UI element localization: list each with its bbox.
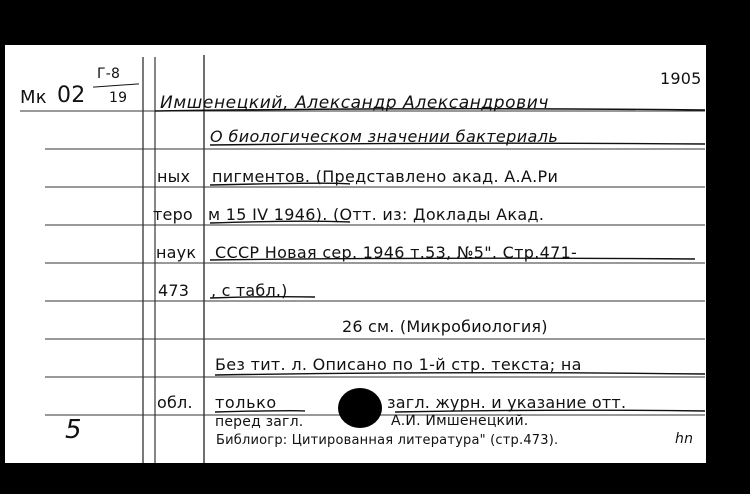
year: 1905	[660, 69, 702, 88]
margin-note: 473	[158, 281, 190, 300]
description-line: 26 см. (Микробиология)	[342, 317, 548, 336]
description-line: О биологическом значении бактериаль	[210, 127, 559, 146]
call-number-fraction-bottom: 19	[109, 90, 128, 106]
description-line: загл. журн. и указание отт.	[387, 393, 627, 412]
before-title-note: перед загл.	[215, 414, 304, 430]
call-number-fraction-top: Г-8	[97, 66, 121, 82]
margin-note: теро	[153, 205, 193, 224]
bottom-number: 5	[65, 415, 82, 445]
end-mark: hn	[675, 431, 694, 447]
description-line: Без тит. л. Описано по 1-й стр. текста; на	[215, 355, 582, 374]
margin-note: ных	[157, 167, 191, 186]
catalog-card	[5, 45, 706, 463]
call-number-prefix: Мк	[20, 87, 47, 108]
margin-note: обл.	[157, 393, 193, 412]
description-line: пигментов. (Представлено акад. А.А.Ри	[212, 167, 559, 186]
ink-blot	[338, 388, 382, 428]
call-number-number: 02	[57, 83, 86, 108]
description-line: СССР Новая сер. 1946 т.53, №5". Стр.471-	[215, 243, 578, 262]
author-heading: Имшенецкий, Александр Александрович	[160, 93, 550, 113]
description-line: только	[215, 393, 277, 412]
description-line: м 15 IV 1946). (Отт. из: Доклады Акад.	[208, 205, 545, 224]
description-line: , с табл.)	[211, 281, 288, 300]
bibliography-note: Библиогр: Цитированная литература" (стр.473).	[216, 433, 559, 448]
margin-note: наук	[156, 243, 197, 262]
author-initials: А.И. Имшенецкий.	[391, 413, 529, 429]
